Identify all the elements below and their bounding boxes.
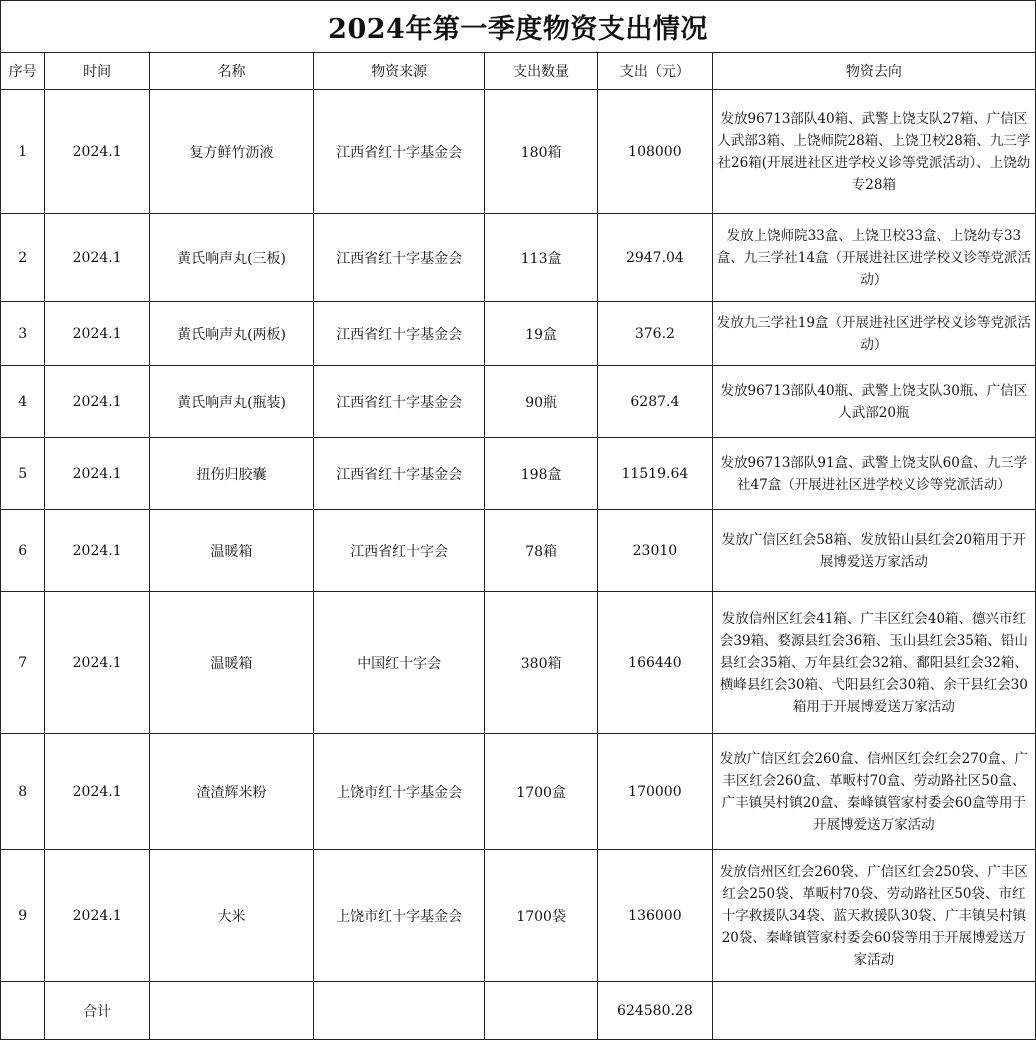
cell-name: 温暖箱 <box>150 592 314 734</box>
cell-no-empty <box>1 982 45 1040</box>
cell-amount: 166440 <box>598 592 713 734</box>
cell-name: 渣渣辉米粉 <box>150 734 314 850</box>
cell-empty <box>314 982 485 1040</box>
cell-no: 1 <box>1 90 45 214</box>
total-amount: 624580.28 <box>598 982 713 1040</box>
cell-source: 江西省红十字基金会 <box>314 302 485 366</box>
cell-no: 7 <box>1 592 45 734</box>
cell-dest: 发放96713部队91盒、武警上饶支队60盒、九三学社47盒（开展进社区进学校义诊等党派活动） <box>712 438 1035 510</box>
cell-source: 江西省红十字基金会 <box>314 438 485 510</box>
cell-time: 2024.1 <box>45 734 150 850</box>
sheet-title: 2024年第一季度物资支出情况 <box>0 0 1036 52</box>
cell-name: 复方鲜竹沥液 <box>150 90 314 214</box>
cell-qty: 90瓶 <box>485 366 598 438</box>
cell-dest: 发放九三学社19盒（开展进社区进学校义诊等党派活动） <box>712 302 1035 366</box>
cell-qty: 1700盒 <box>485 734 598 850</box>
table-row <box>1 592 1036 734</box>
header-time: 时间 <box>45 53 150 90</box>
table-row <box>1 438 1036 510</box>
cell-time: 2024.1 <box>45 90 150 214</box>
cell-time: 2024.1 <box>45 592 150 734</box>
table-row <box>1 214 1036 302</box>
table-row <box>1 850 1036 982</box>
cell-source: 江西省红十字基金会 <box>314 366 485 438</box>
cell-amount: 376.2 <box>598 302 713 366</box>
header-no: 序号 <box>1 53 45 90</box>
cell-source: 江西省红十字基金会 <box>314 214 485 302</box>
total-row <box>1 982 1036 1040</box>
cell-dest: 发放96713部队40瓶、武警上饶支队30瓶、广信区人武部20瓶 <box>712 366 1035 438</box>
cell-source: 江西省红十字基金会 <box>314 90 485 214</box>
cell-empty <box>485 982 598 1040</box>
cell-qty: 180箱 <box>485 90 598 214</box>
cell-dest: 发放96713部队40箱、武警上饶支队27箱、广信区人武部3箱、上饶师院28箱、上饶卫校28箱、九三学社26箱(开展进社区进学校义诊等党派活动）、上饶幼专28箱 <box>712 90 1035 214</box>
cell-empty <box>712 982 1035 1040</box>
cell-name: 黄氏响声丸(两板) <box>150 302 314 366</box>
cell-time: 2024.1 <box>45 510 150 592</box>
header-row <box>1 53 1036 90</box>
header-name: 名称 <box>150 53 314 90</box>
header-amount: 支出（元） <box>598 53 713 90</box>
table-row <box>1 90 1036 214</box>
cell-time: 2024.1 <box>45 214 150 302</box>
cell-qty: 380箱 <box>485 592 598 734</box>
cell-dest: 发放广信区红会58箱、发放铅山县红会20箱用于开展博爱送万家活动 <box>712 510 1035 592</box>
cell-qty: 19盒 <box>485 302 598 366</box>
total-label: 合计 <box>45 982 150 1040</box>
cell-dest: 发放上饶师院33盒、上饶卫校33盒、上饶幼专33盒、九三学社14盒（开展进社区进学校义诊等党派活动） <box>712 214 1035 302</box>
cell-qty: 1700袋 <box>485 850 598 982</box>
cell-qty: 113盒 <box>485 214 598 302</box>
cell-amount: 23010 <box>598 510 713 592</box>
cell-amount: 136000 <box>598 850 713 982</box>
cell-no: 6 <box>1 510 45 592</box>
header-dest: 物资去向 <box>712 53 1035 90</box>
cell-empty <box>150 982 314 1040</box>
cell-name: 温暖箱 <box>150 510 314 592</box>
table-row <box>1 302 1036 366</box>
cell-amount: 170000 <box>598 734 713 850</box>
cell-dest: 发放信州区红会260袋、广信区红会250袋、广丰区红会250袋、革畈村70袋、劳动路社区50袋、市红十字救援队34袋、蓝天救援队30袋、广丰镇吴村镇20袋、秦峰镇管家村委会60袋等用于开展博爱送万家活动 <box>712 850 1035 982</box>
cell-name: 大米 <box>150 850 314 982</box>
header-qty: 支出数量 <box>485 53 598 90</box>
cell-source: 上饶市红十字基金会 <box>314 850 485 982</box>
cell-source: 上饶市红十字基金会 <box>314 734 485 850</box>
table-row <box>1 734 1036 850</box>
cell-amount: 2947.04 <box>598 214 713 302</box>
cell-name: 黄氏响声丸(瓶装) <box>150 366 314 438</box>
cell-time: 2024.1 <box>45 302 150 366</box>
cell-no: 3 <box>1 302 45 366</box>
cell-name: 黄氏响声丸(三板) <box>150 214 314 302</box>
cell-no: 9 <box>1 850 45 982</box>
table-row <box>1 510 1036 592</box>
cell-source: 中国红十字会 <box>314 592 485 734</box>
cell-qty: 198盒 <box>485 438 598 510</box>
cell-time: 2024.1 <box>45 438 150 510</box>
cell-dest: 发放信州区红会41箱、广丰区红会40箱、德兴市红会39箱、婺源县红会36箱、玉山县红会35箱、铅山县红会35箱、万年县红会32箱、鄱阳县红会32箱、横峰县红会30箱、弋阳县红会30箱、余干县红会30箱用于开展博爱送万家活动 <box>712 592 1035 734</box>
table-row <box>1 366 1036 438</box>
cell-qty: 78箱 <box>485 510 598 592</box>
cell-no: 4 <box>1 366 45 438</box>
cell-source: 江西省红十字会 <box>314 510 485 592</box>
cell-no: 2 <box>1 214 45 302</box>
cell-amount: 108000 <box>598 90 713 214</box>
cell-dest: 发放广信区红会260盒、信州区红会红会270盒、广丰区红会260盒、革畈村70盒、劳动路社区50盒、广丰镇吴村镇20盒、秦峰镇管家村委会60盒等用于开展博爱送万家活动 <box>712 734 1035 850</box>
expenditure-table <box>0 52 1036 1040</box>
cell-amount: 6287.4 <box>598 366 713 438</box>
cell-amount: 11519.64 <box>598 438 713 510</box>
header-source: 物资来源 <box>314 53 485 90</box>
cell-name: 扭伤归胶囊 <box>150 438 314 510</box>
cell-no: 8 <box>1 734 45 850</box>
cell-time: 2024.1 <box>45 366 150 438</box>
cell-time: 2024.1 <box>45 850 150 982</box>
cell-no: 5 <box>1 438 45 510</box>
